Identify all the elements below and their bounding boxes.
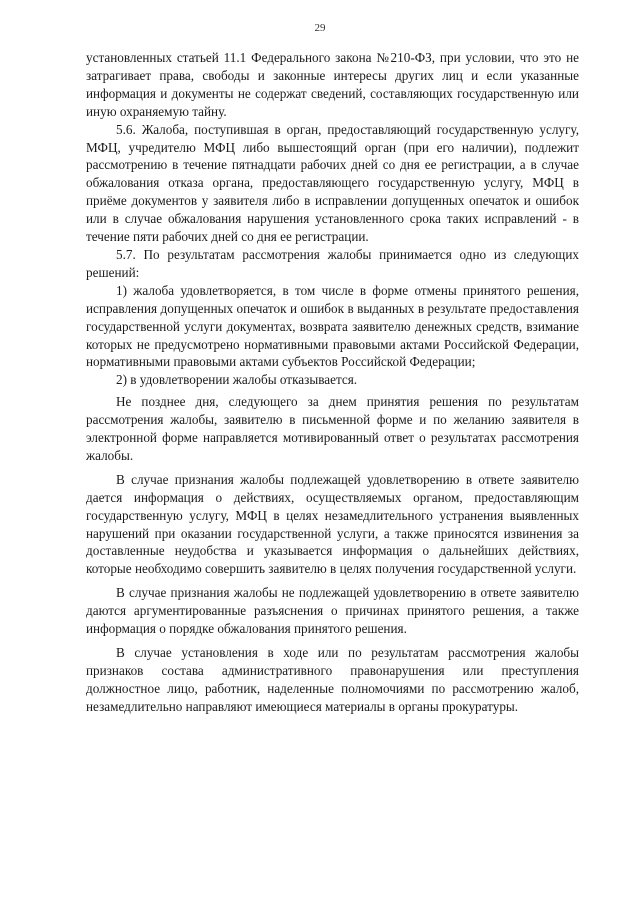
paragraph-notice-deadline: Не позднее дня, следующего за днем принятия решения по результатам рассмотрения жалобы, заявителю в письменной форме и по желанию заявителя в электронной форме направляется мотивированный ответ о результатах рассмотрения жалобы. bbox=[86, 394, 579, 463]
paragraph-continuation: установленных статьей 11.1 Федерального закона №210-ФЗ, при условии, что это не затрагивает права, свободы и законные интересы других лиц и если указанные информация и документы не содержат сведений, составляющих государственную или иную охраняемую тайну. bbox=[86, 50, 579, 119]
paragraph-if-rejected: В случае признания жалобы не подлежащей удовлетворению в ответе заявителю даются аргументированные разъяснения о причинах принятого решения, а также информация о порядке обжалования принятого решения. bbox=[86, 585, 579, 637]
document-body bbox=[86, 49, 579, 716]
paragraph-if-satisfied: В случае признания жалобы подлежащей удовлетворению в ответе заявителю дается информация о действиях, осуществляемых органом, предоставляющим государственную услугу, МФЦ в целях незамедлительного устранения выявленных нарушений при оказании государственной услуги, а также приносятся извинения за доставленные неудобства и указывается информация о дальнейших действиях, которые необходимо совершить заявителю в целях получения государственной услуги. bbox=[86, 471, 579, 577]
page-number: 29 bbox=[314, 22, 326, 34]
paragraph-if-offense: В случае установления в ходе или по результатам рассмотрения жалобы признаков состава административного правонарушения или преступления должностное лицо, работник, наделенные полномочиями по рассмотрению жалоб, незамедлительно направляют имеющиеся материалы в органы прокуратуры. bbox=[86, 645, 579, 714]
decision-item-1: 1) жалоба удовлетворяется, в том числе в форме отмены принятого решения, исправления допущенных опечаток и ошибок в выданных в результате предоставления государственной услуги документах, возврата заявителю денежных средств, взимание которых не предусмотрено нормативными правовыми актами Российской Федерации, нормативными правовыми актами субъектов Российской Федерации; bbox=[86, 282, 579, 370]
paragraph-5-7: 5.7. По результатам рассмотрения жалобы принимается одно из следующих решений: bbox=[86, 246, 579, 280]
decision-item-2: 2) в удовлетворении жалобы отказывается. bbox=[116, 372, 358, 388]
paragraph-5-6: 5.6. Жалоба, поступившая в орган, предоставляющий государственную услугу, МФЦ, учредителю МФЦ либо вышестоящий орган (при его наличии), подлежит рассмотрению в течение пятнадцати рабочих дней со дня ее регистрации, а в случае обжалования отказа органа, предоставляющего государственную услугу, МФЦ в приёме документов у заявителя либо в исправлении допущенных опечаток и ошибок или в случае обжалования нарушения установленного срока таких исправлений - в течение пяти рабочих дней со дня ее регистрации. bbox=[86, 121, 579, 245]
